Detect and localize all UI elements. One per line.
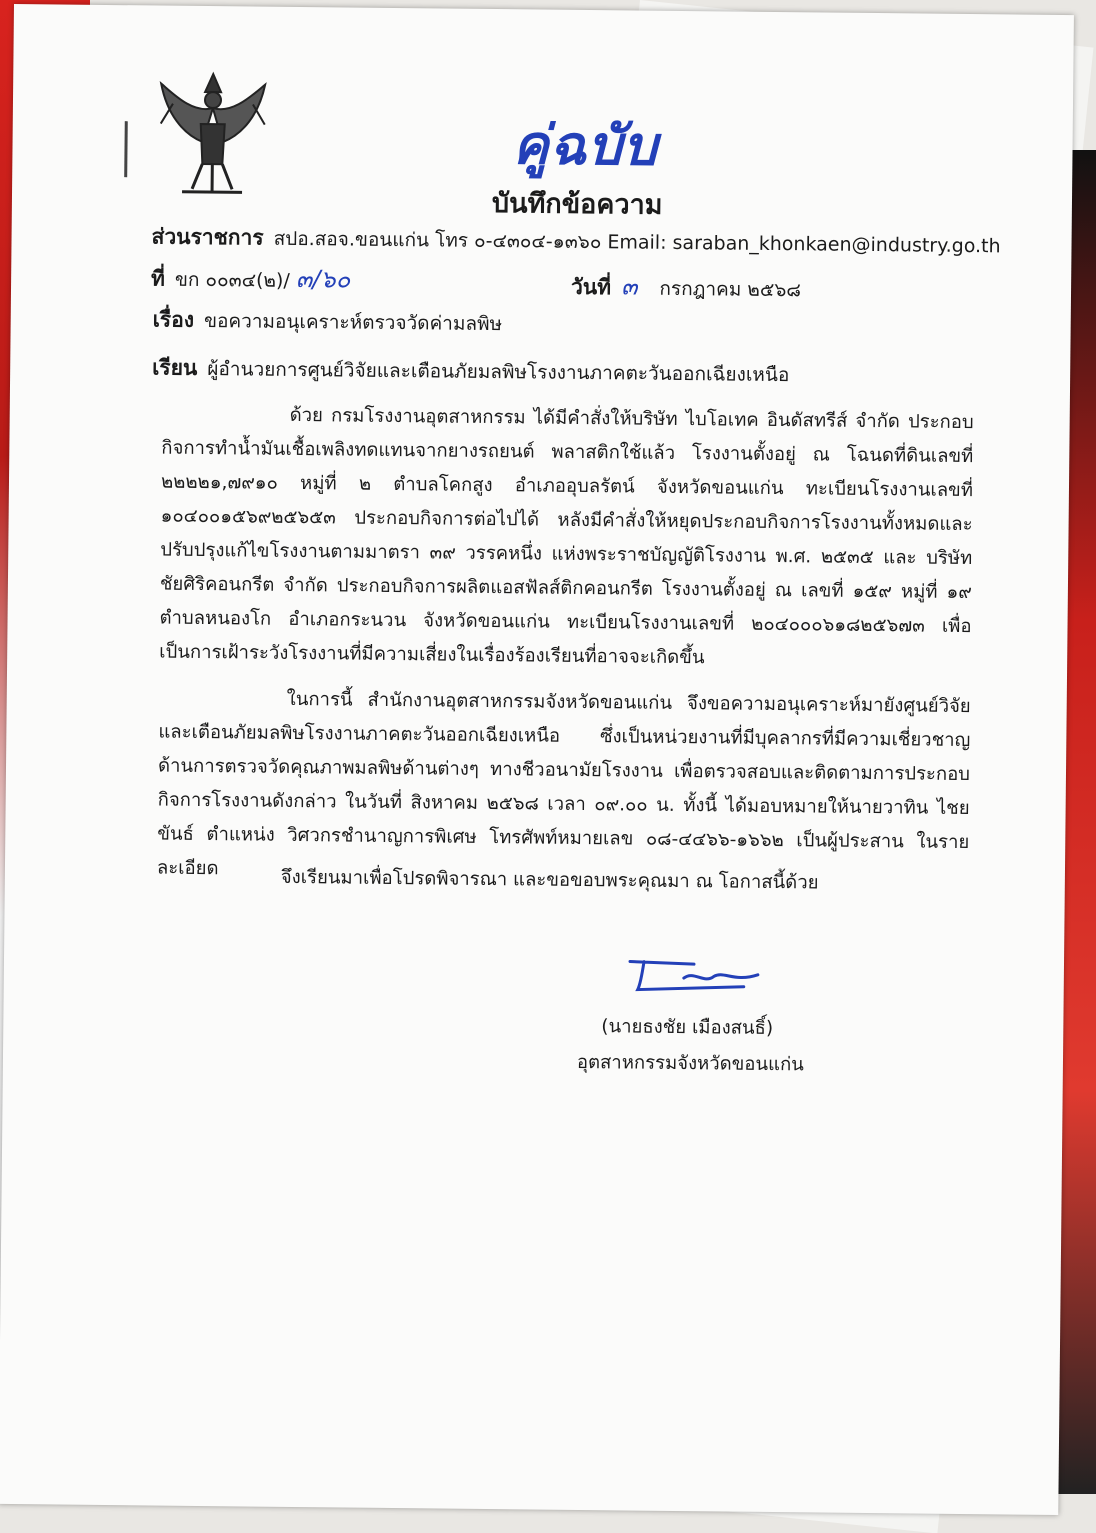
recipient-value: ผู้อำนวยการศูนย์วิจัยและเตือนภัยมลพิษโรงงานภาคตะวันออกเฉียงเหนือ [207, 358, 790, 387]
reference-value: ขก ๐๐๓๔(๒)/ [174, 268, 290, 292]
body-paragraph-1 [159, 398, 974, 678]
handwritten-signature [624, 955, 764, 996]
reference-handwritten: ๓/๖๐ [295, 264, 351, 294]
recipient-line [152, 351, 789, 391]
signer-title: อุตสาหกรรมจังหวัดขอนแก่น [576, 1051, 804, 1076]
binding-mark [124, 121, 128, 177]
closing-line: จึงเรียนมาเพื่อโปรดพิจารณา และขอขอบพระคุณมา ณ โอกาสนี้ด้วย [280, 866, 819, 894]
subject-value: ขอความอนุเคราะห์ตรวจวัดค่ามลพิษ [203, 310, 503, 336]
recipient-label: เรียน [152, 355, 198, 380]
paragraph-1-text: ด้วย กรมโรงงานอุตสาหกรรม ได้มีคำสั่งให้บริษัท ไบโอเทค อินดัสทรีส์ จำกัด ประกอบกิจการทำน้ำมันเชื้อเพลิงทดแทนจากยางรถยนต์ พลาสติกใช้แล้ว โรงงานตั้งอยู่ ณ โฉนดที่ดินเลขที่ ๒๒๒๒๑,๗๙๑๐ หมู่ที่ ๒ ตำบลโคกสูง อำเภออุบลรัตน์ จังหวัดขอนแก่น ทะเบียนโรงงานเลขที่ ๑๐๔๐๐๑๕๖๙๒๕๖๕๓ ประกอบกิจการต่อไปได้ หลังมีคำสั่งให้หยุดประกอบกิจการโรงงานทั้งหมดและปรับปรุงแก้ไขโรงงานตามมาตรา ๓๙ วรรคหนึ่ง แห่งพระราชบัญญัติโรงงาน พ.ศ. ๒๕๓๕ และ บริษัท ชัยศิริคอนกรีต จำกัด ประกอบกิจการผลิตแอสฟัลส์ติกคอนกรีต โรงงานตั้งอยู่ ณ เลขที่ ๑๕๙ หมู่ที่ ๑๙ ตำบลหนองโก อำเภอกระนวน จังหวัดขอนแก่น ทะเบียนโรงงานเลขที่ ๒๐๔๐๐๐๖๑๘๒๕๖๗๓ เพื่อเป็นการเฝ้าระวังโรงงานที่มีความเสี่ยงในเรื่องร้องเรียนที่อาจจะเกิดขึ้น [159, 404, 974, 669]
paragraph-2-text: ในการนี้ สำนักงานอุตสาหกรรมจังหวัดขอนแก่น จึงขอความอนุเคราะห์มายังศูนย์วิจัยและเตือนภัยมลพิษโรงงานภาคตะวันออกเฉียงเหนือ ซึ่งเป็นหน่วยงานที่มีบุคลากรที่มีความเชี่ยวชาญด้านการตรวจวัดคุณภาพมลพิษด้านต่างๆ ทางชีวอนามัยโรงงาน เพื่อตรวจสอบและติดตามการประกอบกิจการโรงงานดังกล่าว ในวันที่ สิงหาคม ๒๕๖๘ เวลา ๐๙.๐๐ น. ทั้งนี้ ได้มอบหมายให้นายวาทิน ไชยขันธ์ ตำแหน่ง วิศวกรชำนาญการพิเศษ โทรศัพท์หมายเลข ๐๘-๔๔๖๖-๑๖๖๒ เป็นผู้ประสาน ในรายละเอียด [156, 688, 971, 880]
date-line [571, 266, 801, 307]
subject-label: เรื่อง [152, 307, 195, 332]
body-paragraph-2 [157, 682, 971, 894]
subject-line [153, 303, 503, 340]
department-label: ส่วนราชการ [151, 224, 264, 250]
department-line [151, 220, 1000, 262]
date-value: กรกฎาคม ๒๕๖๘ [659, 277, 802, 302]
department-value: สปอ.สอจ.ขอนแก่น โทร ๐-๔๓๐๔-๑๓๖๐ Email: saraban_khonkaen@industry.go.th [273, 227, 1001, 258]
document-title: บันทึกข้อความ [491, 188, 663, 221]
copy-stamp: คู่ฉบับ [512, 113, 659, 178]
signer-name: (นายธงชัย เมืองสนธิ์) [601, 1016, 774, 1040]
date-day-handwritten: ๓ [620, 272, 638, 301]
reference-line [151, 257, 351, 298]
memo-paper [0, 4, 1074, 1515]
garuda-emblem [152, 63, 273, 204]
date-label: วันที่ [570, 274, 612, 300]
reference-label: ที่ [151, 266, 166, 291]
